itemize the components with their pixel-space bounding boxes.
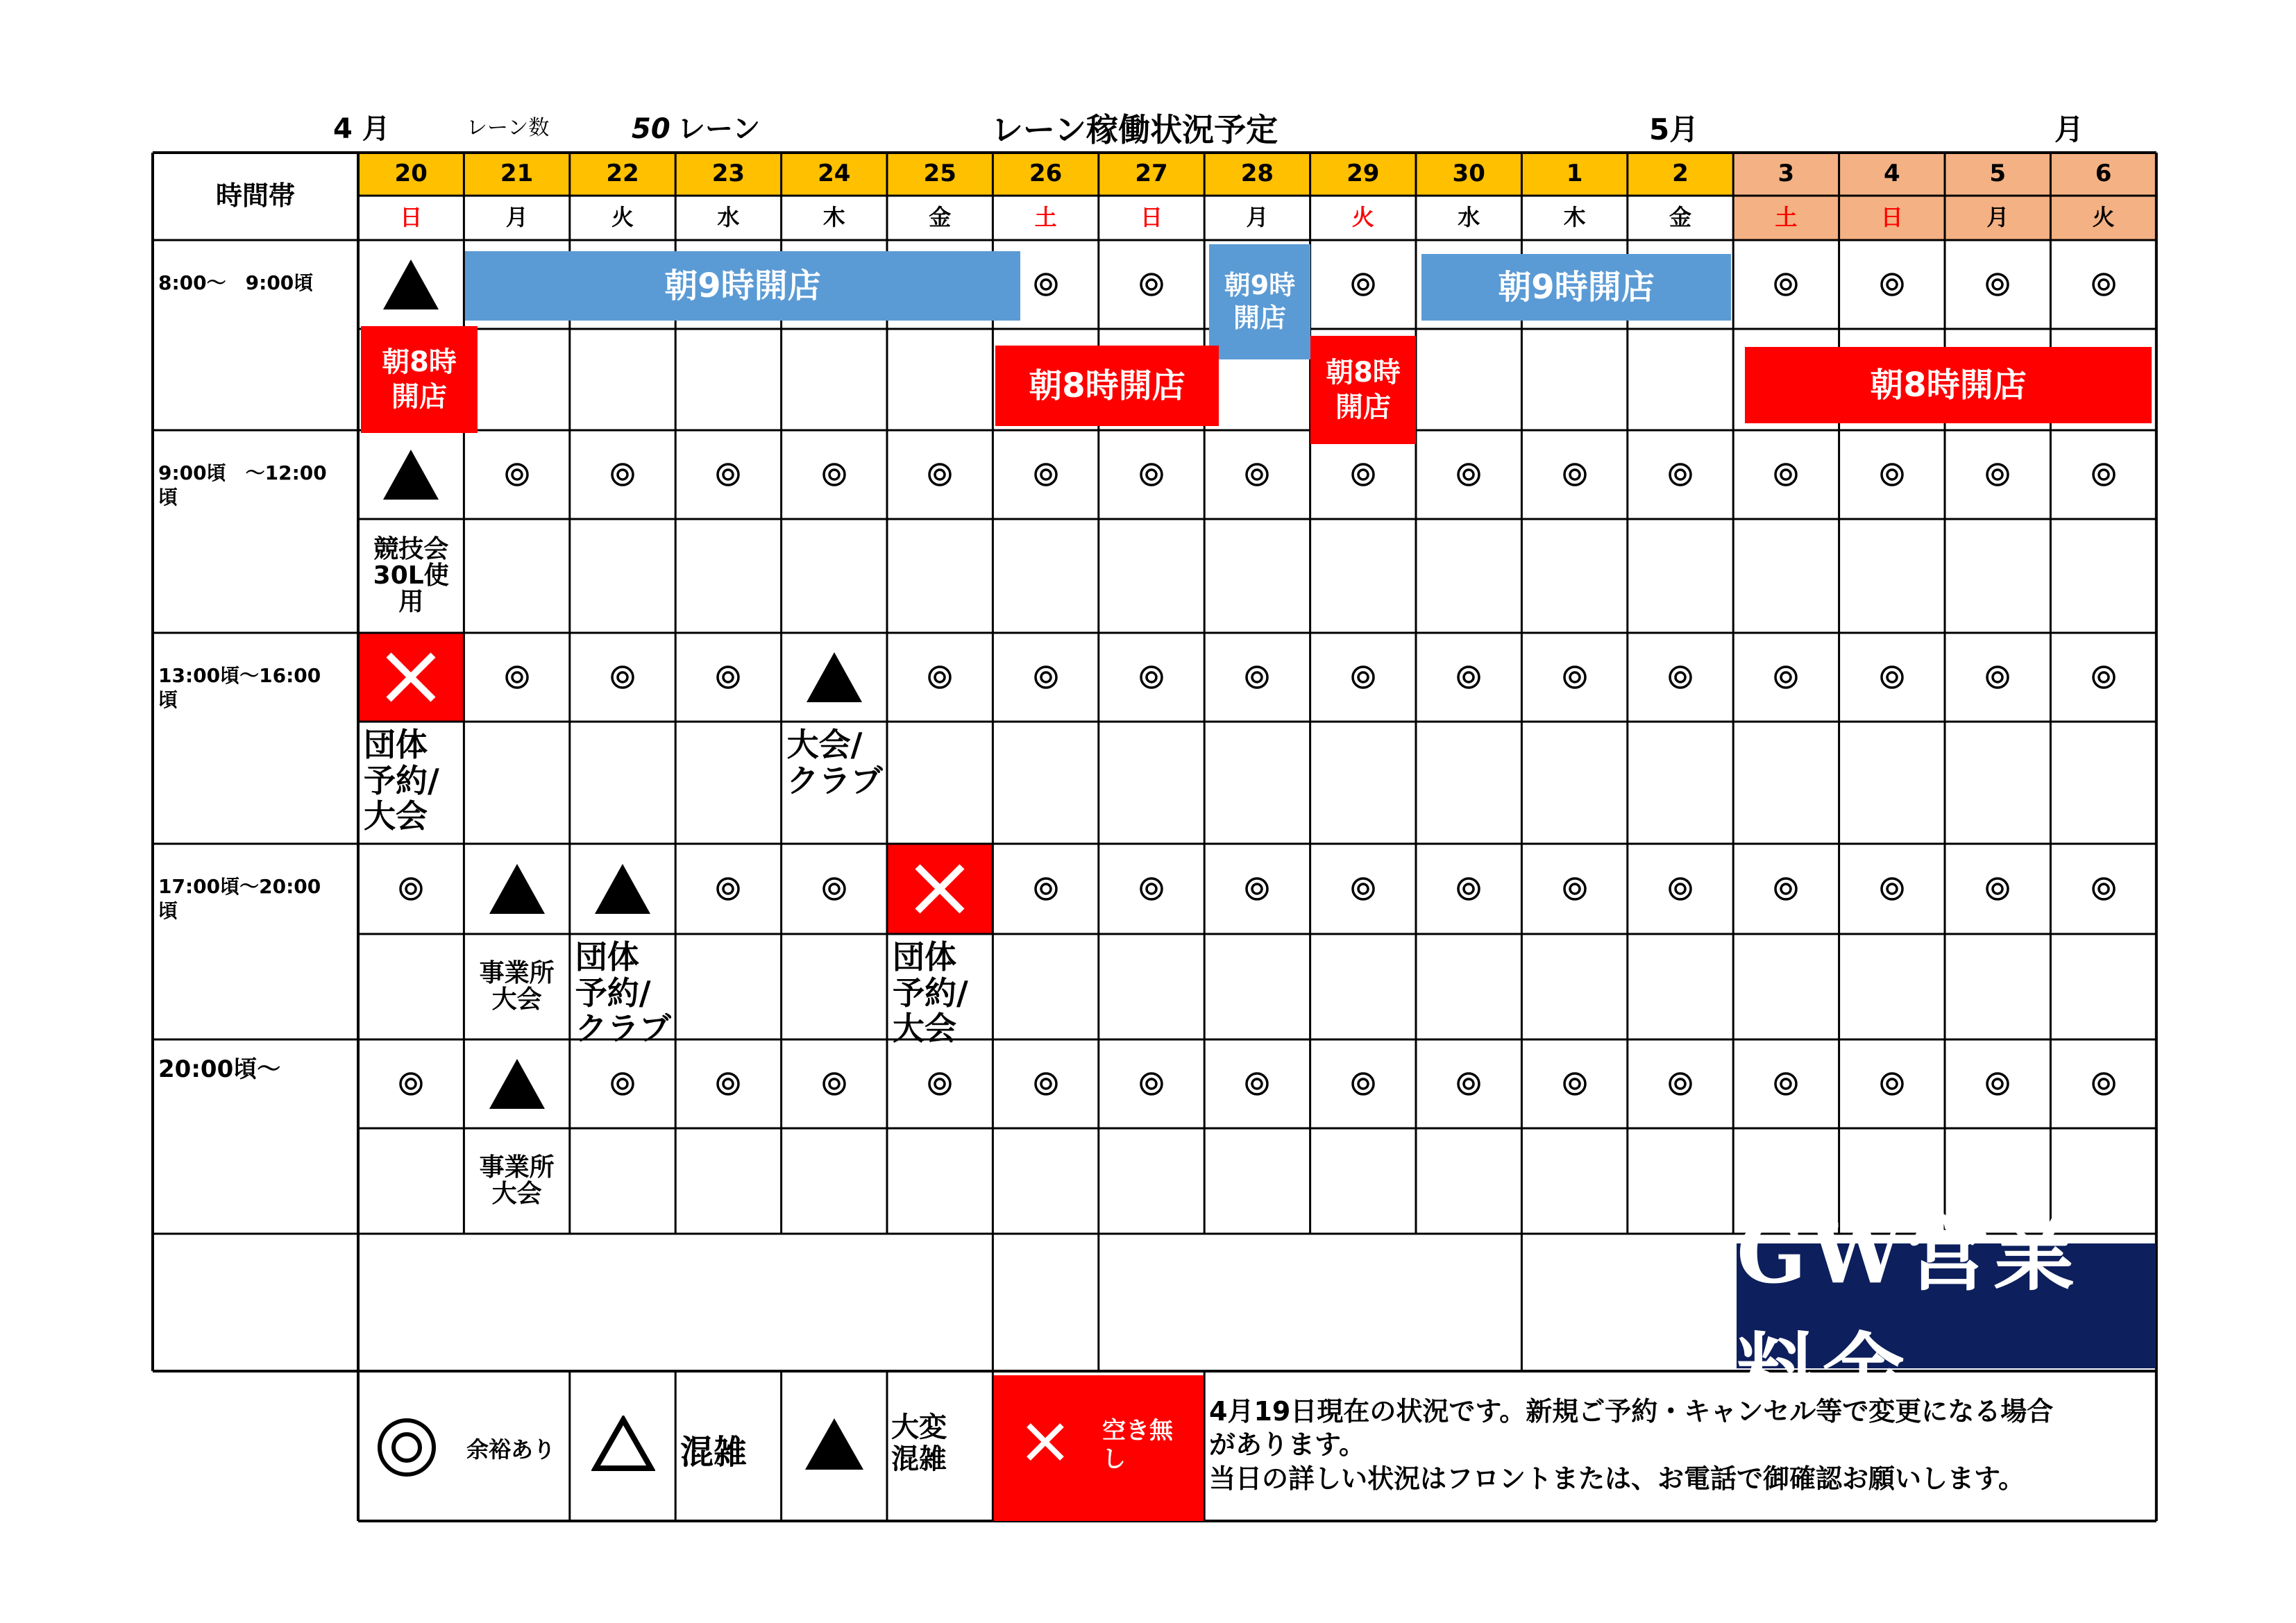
double-circle-icon xyxy=(2091,461,2117,488)
lanes-label: レーン数 xyxy=(466,116,550,140)
double-circle-icon xyxy=(2091,876,2117,902)
day-date: 20 xyxy=(394,160,428,188)
day-date: 30 xyxy=(1452,160,1485,188)
open-8am-banner-b: 朝8時開店 xyxy=(995,346,1219,426)
double-circle-icon xyxy=(1562,876,1588,902)
slot-note: 団体 予約/ 大会 xyxy=(893,938,968,1048)
double-circle-icon xyxy=(821,1071,847,1097)
day-of-week: 月 xyxy=(505,204,528,231)
legend-very-crowded-label: 大変 混雑 xyxy=(891,1411,947,1475)
day-date: 21 xyxy=(500,160,534,188)
double-circle-icon xyxy=(1455,461,1482,488)
double-circle-icon xyxy=(504,461,530,488)
legend-plenty-label: 余裕あり xyxy=(466,1436,556,1463)
double-circle-icon xyxy=(1879,664,1905,690)
double-circle-icon xyxy=(715,876,741,902)
day-of-week: 火 xyxy=(2092,204,2115,231)
day-of-week: 水 xyxy=(1458,204,1480,231)
double-circle-icon xyxy=(1350,271,1376,298)
double-circle-icon xyxy=(1350,876,1376,902)
double-circle-icon xyxy=(1244,461,1270,488)
double-circle-icon xyxy=(1350,1071,1376,1097)
double-circle-icon xyxy=(1138,876,1165,902)
double-circle-icon xyxy=(1879,876,1905,902)
double-circle-icon xyxy=(821,876,847,902)
double-circle-icon xyxy=(1984,876,2011,902)
page-title: レーン稼働状況予定 xyxy=(991,111,1278,148)
double-circle-icon xyxy=(1984,664,2011,690)
double-circle-icon xyxy=(715,1071,741,1097)
day-date: 29 xyxy=(1347,160,1380,188)
double-circle-icon xyxy=(927,664,953,690)
day-of-week: 日 xyxy=(400,204,423,231)
day-of-week: 日 xyxy=(1140,204,1163,231)
time-slot-label: 20:00頃～ xyxy=(158,1055,281,1083)
double-circle-icon xyxy=(1773,876,1799,902)
status-note-line-2: があります。 xyxy=(1209,1429,1365,1461)
double-circle-icon xyxy=(1138,664,1165,690)
double-circle-icon xyxy=(1562,1071,1588,1097)
double-circle-icon xyxy=(1879,1071,1905,1097)
double-circle-icon xyxy=(1138,271,1165,298)
double-circle-icon xyxy=(1984,271,2011,298)
legend-filled-triangle-icon xyxy=(802,1416,866,1475)
legend-double-circle-icon xyxy=(378,1418,436,1477)
double-circle-icon xyxy=(1033,876,1059,902)
day-date: 2 xyxy=(1672,160,1689,188)
day-of-week: 月 xyxy=(1986,204,2009,231)
filled-triangle-icon xyxy=(805,651,863,704)
filled-triangle-icon xyxy=(488,1057,546,1110)
slot-note: 事業所 大会 xyxy=(479,1153,555,1208)
double-circle-icon xyxy=(1562,664,1588,690)
double-circle-icon xyxy=(1033,664,1059,690)
time-header: 時間帯 xyxy=(215,180,295,212)
day-date: 5 xyxy=(1989,160,2007,188)
day-date: 1 xyxy=(1566,160,1583,188)
filled-triangle-icon xyxy=(382,258,440,311)
double-circle-icon xyxy=(1667,664,1694,690)
day-of-week: 金 xyxy=(929,204,952,231)
day-of-week: 月 xyxy=(1246,204,1269,231)
lanes-unit: レーン xyxy=(677,113,761,145)
legend-full-cell xyxy=(994,1375,1204,1521)
day-date: 28 xyxy=(1240,160,1274,188)
double-circle-icon xyxy=(1138,1071,1165,1097)
double-circle-icon xyxy=(1033,271,1059,298)
double-circle-icon xyxy=(398,1071,424,1097)
time-slot-label: 13:00頃～16:00 頃 xyxy=(158,664,321,711)
month-mid: 5月 xyxy=(1649,112,1699,146)
filled-triangle-icon xyxy=(593,863,652,915)
open-8am-banner-d: 朝8時開店 xyxy=(1745,347,2152,423)
legend-open-triangle-icon xyxy=(591,1416,655,1475)
double-circle-icon xyxy=(609,461,636,488)
double-circle-icon xyxy=(715,664,741,690)
slot-note: 競技会 30L使 用 xyxy=(373,535,449,616)
time-slot-label: 17:00頃～20:00 頃 xyxy=(158,875,321,922)
day-of-week: 火 xyxy=(1351,204,1374,231)
day-date: 23 xyxy=(711,160,745,188)
double-circle-icon xyxy=(1773,664,1799,690)
double-circle-icon xyxy=(1455,876,1482,902)
month-end: 月 xyxy=(2054,112,2084,146)
slot-note: 大会/ クラブ xyxy=(786,726,883,799)
day-of-week: 日 xyxy=(1880,204,1903,231)
day-date: 3 xyxy=(1778,160,1795,188)
double-circle-icon xyxy=(715,461,741,488)
cross-icon xyxy=(912,861,968,917)
day-date: 6 xyxy=(2095,160,2112,188)
day-date: 27 xyxy=(1135,160,1168,188)
open-9am-banner-c: 朝9時開店 xyxy=(1421,254,1731,321)
time-slot-label: 9:00頃 ～12:00 頃 xyxy=(158,461,327,509)
day-date: 26 xyxy=(1029,160,1063,188)
month-start: 4 月 xyxy=(333,113,390,145)
legend-full-label: 空き無 し xyxy=(1102,1417,1173,1473)
status-note-line-3: 当日の詳しい状況はフロントまたは、お電話で御確認お願いします。 xyxy=(1209,1463,2025,1494)
double-circle-icon xyxy=(1350,461,1376,488)
legend-cross-icon xyxy=(1024,1421,1066,1465)
double-circle-icon xyxy=(1773,461,1799,488)
slot-note: 団体 予約/ クラブ xyxy=(575,938,671,1048)
day-date: 4 xyxy=(1883,160,1900,188)
double-circle-icon xyxy=(1244,1071,1270,1097)
double-circle-icon xyxy=(1667,461,1694,488)
day-date: 22 xyxy=(606,160,639,188)
filled-triangle-icon xyxy=(488,863,546,915)
double-circle-icon xyxy=(609,664,636,690)
day-of-week: 火 xyxy=(611,204,634,231)
status-note xyxy=(1209,1395,2153,1495)
open-8am-banner-a: 朝8時 開店 xyxy=(361,326,478,433)
day-of-week: 木 xyxy=(822,204,845,231)
double-circle-icon xyxy=(1244,876,1270,902)
double-circle-icon xyxy=(2091,271,2117,298)
open-8am-banner-c: 朝8時 開店 xyxy=(1310,336,1416,444)
double-circle-icon xyxy=(1455,1071,1482,1097)
open-9am-banner-b: 朝9時 開店 xyxy=(1209,244,1310,359)
double-circle-icon xyxy=(1562,461,1588,488)
double-circle-icon xyxy=(1984,461,2011,488)
double-circle-icon xyxy=(1455,664,1482,690)
double-circle-icon xyxy=(1773,1071,1799,1097)
double-circle-icon xyxy=(1667,876,1694,902)
open-9am-banner-a: 朝9時開店 xyxy=(465,251,1020,321)
status-note-line-1: 4月19日現在の状況です。新規ご予約・キャンセル等で変更になる場合 xyxy=(1209,1396,2054,1427)
double-circle-icon xyxy=(1879,461,1905,488)
day-of-week: 土 xyxy=(1775,204,1798,231)
cross-icon xyxy=(383,649,439,705)
slot-note: 事業所 大会 xyxy=(479,959,555,1014)
day-of-week: 木 xyxy=(1563,204,1586,231)
slot-note: 団体 予約/ 大会 xyxy=(364,726,439,835)
double-circle-icon xyxy=(821,461,847,488)
double-circle-icon xyxy=(1033,1071,1059,1097)
double-circle-icon xyxy=(504,664,530,690)
double-circle-icon xyxy=(1984,1071,2011,1097)
day-of-week: 土 xyxy=(1034,204,1057,231)
double-circle-icon xyxy=(1879,271,1905,298)
double-circle-icon xyxy=(927,461,953,488)
gw-price-logo: GW営業料金 xyxy=(1737,1243,2156,1368)
filled-triangle-icon xyxy=(382,448,440,501)
time-slot-label: 8:00～ 9:00頃 xyxy=(158,271,314,294)
double-circle-icon xyxy=(2091,664,2117,690)
double-circle-icon xyxy=(398,876,424,902)
day-of-week: 金 xyxy=(1669,204,1691,231)
double-circle-icon xyxy=(1667,1071,1694,1097)
double-circle-icon xyxy=(1138,461,1165,488)
double-circle-icon xyxy=(2091,1071,2117,1097)
day-of-week: 水 xyxy=(717,204,740,231)
double-circle-icon xyxy=(1350,664,1376,690)
double-circle-icon xyxy=(1244,664,1270,690)
double-circle-icon xyxy=(609,1071,636,1097)
day-date: 24 xyxy=(818,160,851,188)
double-circle-icon xyxy=(927,1071,953,1097)
double-circle-icon xyxy=(1033,461,1059,488)
double-circle-icon xyxy=(1773,271,1799,298)
day-date: 25 xyxy=(923,160,956,188)
lanes-count: 50 xyxy=(632,113,670,145)
legend-crowded-label: 混雑 xyxy=(680,1433,748,1472)
